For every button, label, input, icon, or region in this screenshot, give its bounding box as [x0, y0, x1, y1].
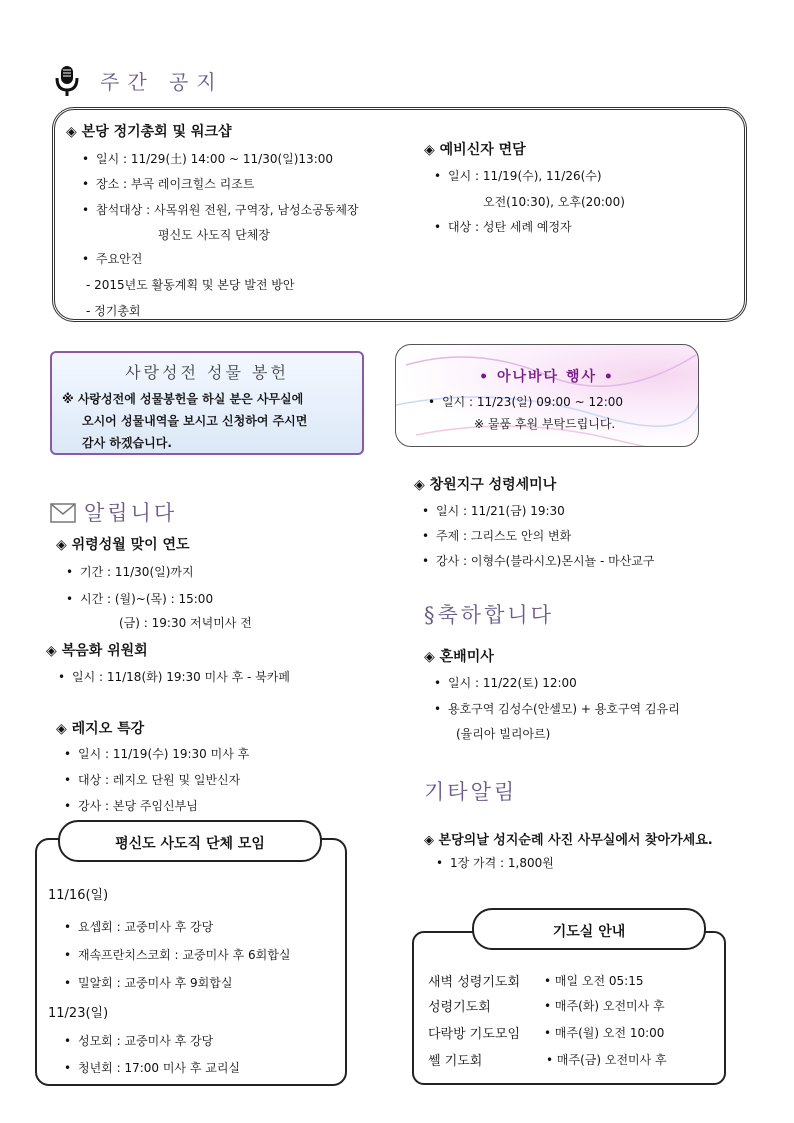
congrats-title: §축하합니다 [424, 603, 554, 627]
lay-date-2: 11/23(일) [48, 1006, 109, 1021]
seminar-topic: • 주제 : 그리스도 안의 변화 [422, 527, 571, 544]
visit-time-fri: (금) : 19:30 저녁미사 전 [119, 616, 252, 630]
lay-group1-item-1: • 요셉회 : 교중미사 후 강당 [64, 918, 213, 935]
announce-title: 알립니다 [84, 501, 178, 525]
microphone-icon [52, 64, 82, 98]
prayer-row-3-name: 다락방 기도모임 [428, 1027, 521, 1042]
legio-title: ◈ 레지오 특강 [56, 721, 145, 737]
offering-line-1: ※ 사랑성전에 성물봉헌을 하실 분은 사무실에 [62, 392, 304, 406]
prayer-row-4-name: 쎌 기도회 [428, 1054, 483, 1069]
visit-time: • 시간 : (월)~(목) : 15:00 [66, 590, 213, 607]
prayer-row-3-time: • 매주(월) 오전 10:00 [544, 1026, 665, 1040]
workshop-place: • 장소 : 부곡 레이크힐스 리조트 [82, 175, 254, 192]
wedding-title: ◈ 혼배미사 [424, 649, 494, 665]
workshop-agenda-1: - 2015년도 활동계획 및 본당 발전 방안 [86, 278, 295, 292]
legio-speaker: • 강사 : 본당 주임신부님 [64, 797, 198, 814]
wedding-date: • 일시 : 11/22(토) 12:00 [434, 674, 577, 691]
seminar-speaker: • 강사 : 이형수(블라시오)몬시뇰 - 마산교구 [422, 552, 654, 569]
other-title: 기타알림 [424, 780, 518, 804]
lay-group1-item-3: • 밀알회 : 교중미사 후 9회합실 [64, 974, 232, 991]
workshop-agenda-2: - 정기총회 [86, 304, 141, 318]
offering-title: 사랑성전 성물 봉헌 [125, 363, 289, 382]
catechumen-target: • 대상 : 성탄 세례 예정자 [434, 218, 572, 235]
workshop-date: • 일시 : 11/29(土) 14:00 ~ 11/30(일)13:00 [82, 150, 333, 167]
bazaar-note: ※ 물품 후원 부탁드립니다. [474, 417, 616, 431]
seminar-title: ◈ 창원지구 성령세미나 [414, 477, 557, 493]
seminar-date: • 일시 : 11/21(금) 19:30 [422, 502, 565, 519]
prayer-row-4-time: • 매주(금) 오전미사 후 [546, 1053, 667, 1067]
offering-line-3: 감사 하겠습니다. [82, 436, 172, 450]
lay-group2-item-1: • 성모회 : 교중미사 후 강당 [64, 1032, 213, 1049]
gospel-title: ◈ 복음화 위원회 [46, 643, 148, 659]
wedding-couple: • 용호구역 김성수(안셀모) + 용호구역 김유리 [434, 700, 680, 717]
wedding-couple-cont: (율리아 빌리아르) [456, 727, 551, 741]
gospel-date: • 일시 : 11/18(화) 19:30 미사 후 - 북카페 [58, 668, 290, 685]
lay-group2-item-2: • 청년회 : 17:00 미사 후 교리실 [64, 1059, 240, 1076]
prayer-row-1-time: • 매일 오전 05:15 [544, 974, 644, 988]
catechumen-time: 오전(10:30), 오후(20:00) [483, 195, 625, 209]
prayer-box-title: 기도실 안내 [552, 924, 626, 940]
lay-box-title: 평신도 사도직 단체 모임 [115, 836, 265, 852]
page-title: 주간 공지 [100, 70, 224, 94]
pilgrimage-notice: ◈ 본당의날 성지순례 사진 사무실에서 찾아가세요. [424, 833, 713, 848]
legio-target: • 대상 : 레지오 단원 및 일반신자 [64, 771, 240, 788]
bazaar-title: • 아나바다 행사 • [479, 369, 615, 385]
workshop-attendees: • 참석대상 : 사목위원 전원, 구역장, 남성소공동체장 [82, 201, 359, 218]
prayer-row-1-name: 새벽 성령기도회 [428, 975, 521, 990]
legio-date: • 일시 : 11/19(수) 19:30 미사 후 [64, 745, 249, 762]
lay-group1-item-2: • 재속프란치스코회 : 교중미사 후 6회합실 [64, 946, 290, 963]
photo-price: • 1장 가격 : 1,800원 [436, 854, 554, 871]
catechumen-title: ◈ 예비신자 면담 [424, 142, 526, 158]
workshop-agenda: • 주요안건 [82, 250, 142, 267]
envelope-icon [50, 503, 76, 523]
visit-title: ◈ 위령성월 맞이 연도 [56, 537, 190, 553]
visit-period: • 기간 : 11/30(일)까지 [66, 563, 194, 580]
lay-date-1: 11/16(일) [48, 888, 109, 903]
offering-line-2: 오시어 성물내역을 보시고 신청하여 주시면 [82, 414, 308, 428]
prayer-row-2-name: 성령기도회 [428, 1000, 491, 1015]
catechumen-date: • 일시 : 11/19(수), 11/26(수) [434, 167, 602, 184]
workshop-title: ◈ 본당 정기총회 및 워크샵 [66, 124, 232, 140]
bazaar-date: • 일시 : 11/23(일) 09:00 ~ 12:00 [428, 393, 623, 410]
workshop-attendees-cont: 평신도 사도직 단체장 [158, 228, 270, 242]
prayer-row-2-time: • 매주(화) 오전미사 후 [544, 999, 665, 1013]
